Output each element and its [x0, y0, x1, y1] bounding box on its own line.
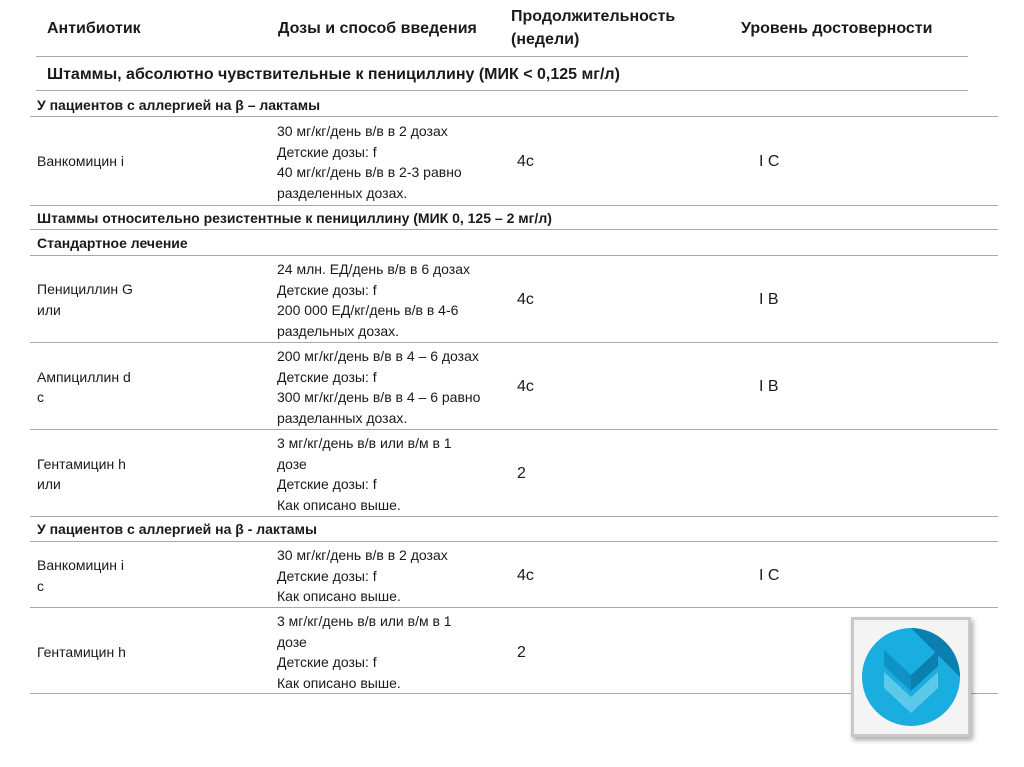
divider	[30, 516, 998, 517]
antibiotic-connector: c	[37, 389, 44, 405]
divider	[30, 116, 998, 117]
section-title-resistant: Штаммы относительно резистентные к пенициллину (МИК 0, 125 – 2 мг/л)	[37, 210, 552, 226]
duration-value: 4с	[517, 153, 534, 170]
divider	[36, 90, 968, 91]
dose-line: раздельных дозах.	[277, 322, 400, 339]
antibiotic-name: Ванкомицин i	[37, 557, 124, 573]
dose-line: Детские дозы: f	[277, 567, 377, 584]
dose-line: Как описано выше.	[277, 674, 401, 691]
dose-line: разделанных дозах.	[277, 409, 408, 426]
chevron-logo-icon	[854, 620, 968, 734]
divider	[30, 205, 998, 206]
divider	[30, 342, 998, 343]
dose-line: дозе	[277, 455, 307, 472]
dose-line: Детские дозы: f	[277, 143, 377, 160]
header-evidence: Уровень достоверности	[741, 20, 933, 37]
divider	[30, 607, 998, 608]
divider	[30, 229, 998, 230]
divider	[30, 255, 998, 256]
duration-value: 2	[517, 644, 526, 661]
subsection-standard: Стандартное лечение	[37, 235, 188, 251]
evidence-value: I B	[759, 378, 779, 395]
dose-line: Детские дозы: f	[277, 476, 377, 492]
antibiotic-name: Гентамицин h	[37, 644, 126, 660]
dose-line: Как описано выше.	[277, 588, 401, 604]
header-duration-line1: Продолжительность	[511, 8, 676, 25]
dose-line: Как описано выше.	[277, 496, 401, 513]
divider	[30, 429, 998, 430]
antibiotic-connector: или	[37, 476, 61, 492]
duration-value: 2	[517, 465, 526, 482]
dose-line: 24 млн. ЕД/день в/в в 6 дозах	[277, 261, 471, 277]
dose-line: 200 000 ЕД/кг/день в/в в 4-6	[277, 302, 459, 318]
antibiotic-name: Ампициллин d	[37, 369, 131, 385]
dose-line: Детские дозы: f	[277, 654, 377, 670]
dose-line: дозе	[277, 633, 307, 650]
dose-line: разделенных дозах.	[277, 184, 408, 201]
evidence-value: I C	[759, 567, 780, 584]
header-duration-line2: (недели)	[511, 31, 580, 48]
header-divider	[36, 56, 968, 57]
dose-line: 30 мг/кг/день в/в в 2 дозах	[277, 547, 448, 563]
dose-line: Детские дозы: f	[277, 368, 377, 385]
antibiotic-name: Пенициллин G	[37, 281, 133, 297]
evidence-value: I B	[759, 291, 779, 308]
duration-value: 4с	[517, 567, 534, 584]
header-dose: Дозы и способ введения	[278, 20, 477, 37]
antibiotic-name: Гентамицин h	[37, 456, 126, 472]
dose-line: 300 мг/кг/день в/в в 4 – 6 равно	[277, 389, 481, 405]
logo-badge[interactable]	[851, 617, 971, 737]
antibiotic-name: Ванкомицин i	[37, 153, 124, 169]
header-antibiotic: Антибиотик	[47, 20, 141, 37]
dose-line: 200 мг/кг/день в/в в 4 – 6 дозах	[277, 348, 479, 364]
dose-line: Детские дозы: f	[277, 281, 377, 298]
evidence-value: I C	[759, 153, 780, 170]
dose-line: 30 мг/кг/день в/в в 2 дозах	[277, 123, 448, 139]
subsection-allergy-1: У пациентов с аллергией на β – лактамы	[37, 97, 321, 113]
divider	[30, 541, 998, 542]
dose-line: 3 мг/кг/день в/в или в/м в 1	[277, 435, 452, 451]
antibiotic-connector: или	[37, 302, 61, 318]
dose-line: 3 мг/кг/день в/в или в/м в 1	[277, 613, 452, 629]
section-title-sensitive: Штаммы, абсолютно чувствительные к пенициллину (МИК < 0,125 мг/л)	[47, 66, 620, 83]
subsection-allergy-2: У пациентов с аллергией на β - лактамы	[37, 521, 317, 537]
duration-value: 4с	[517, 291, 534, 308]
dose-line: 40 мг/кг/день в/в в 2-3 равно	[277, 164, 462, 180]
duration-value: 4с	[517, 378, 534, 395]
antibiotic-connector: c	[37, 578, 44, 594]
